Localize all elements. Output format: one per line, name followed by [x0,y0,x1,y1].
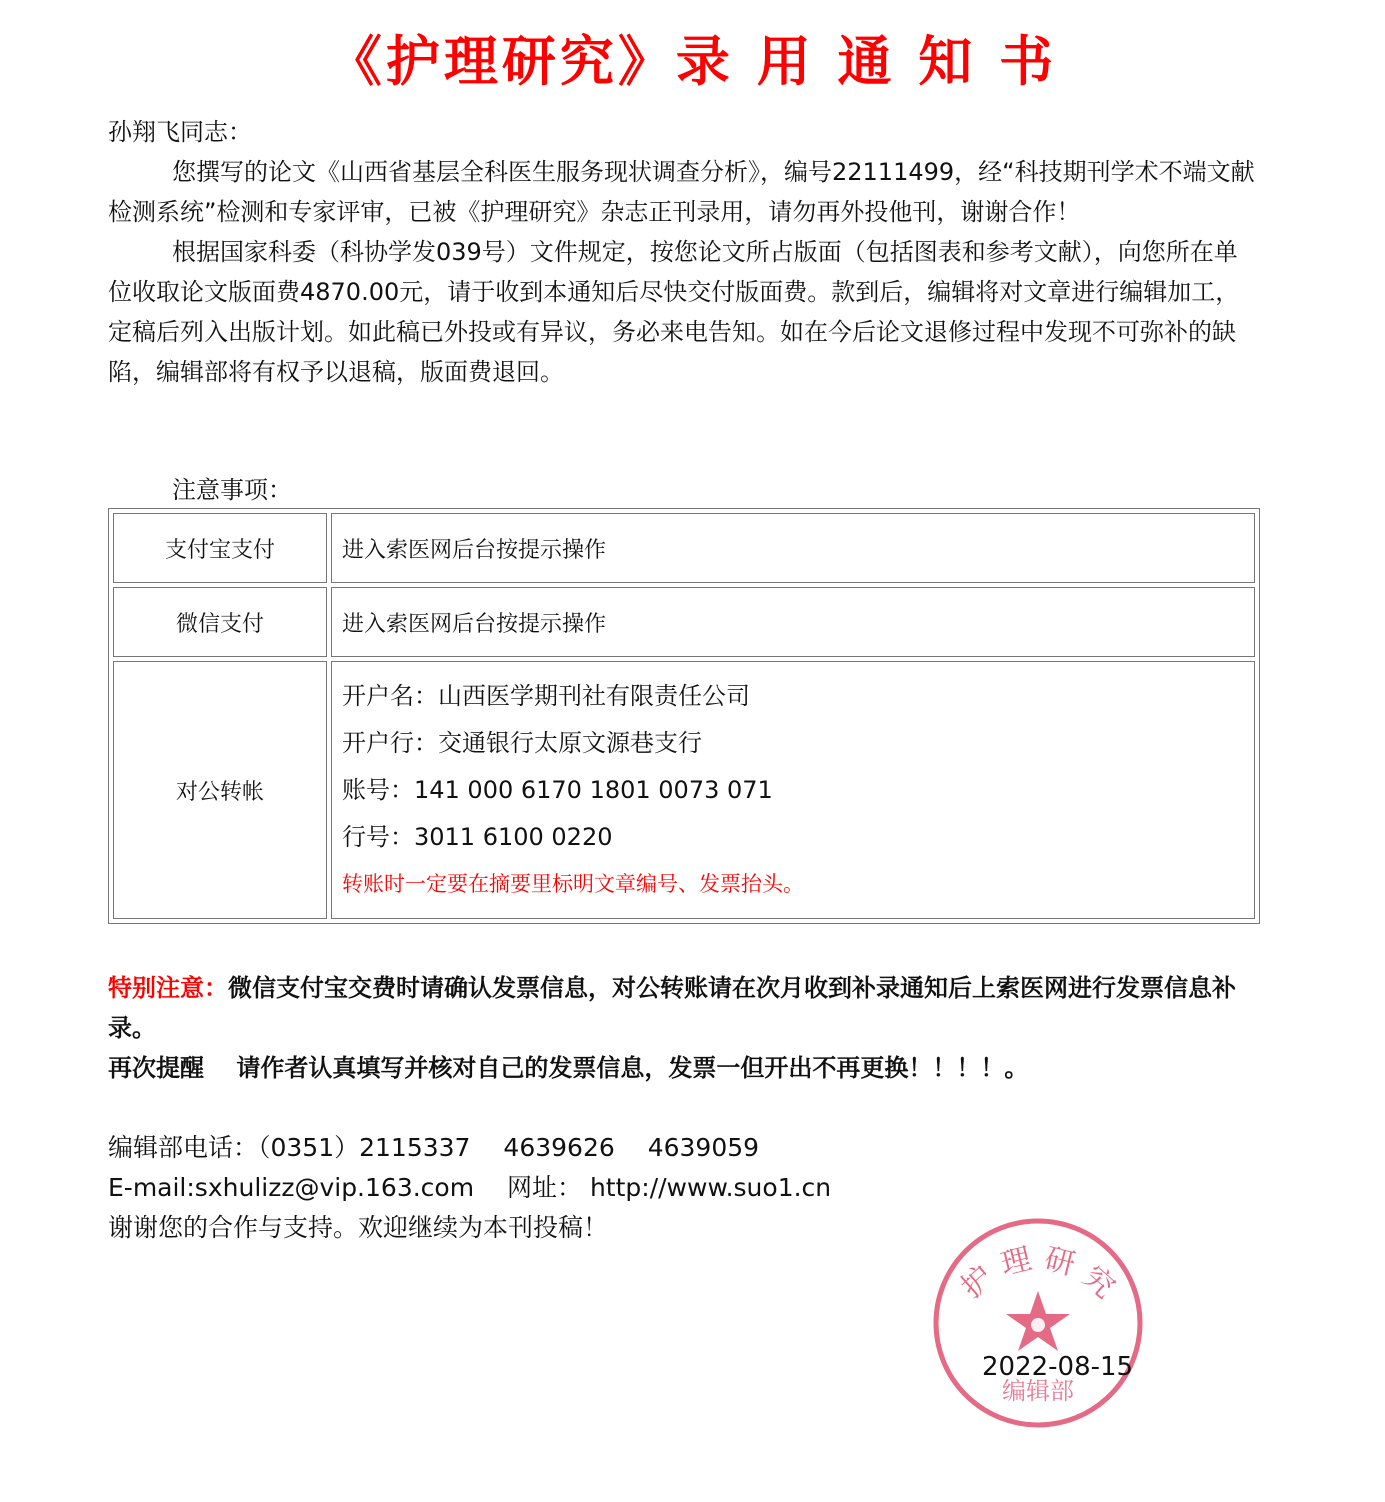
payment-table [108,508,1260,924]
table-row [113,587,1255,657]
account-name: 开户名：山西医学期刊社有限责任公司 [342,681,750,710]
payment-detail-wechat: 进入索医网后台按提示操作 [331,587,1255,657]
paragraph-acceptance: 您撰写的论文《山西省基层全科医生服务现状调查分析》，编号22111499，经“科技期刊学术不端文献检测系统”检测和专家评审，已被《护理研究》杂志正刊录用，请勿再外投他刊，谢谢合作！ [108,158,1255,226]
table-row [113,661,1255,919]
transfer-note: 转账时一定要在摘要里标明文章编号、发票抬头。 [342,871,804,896]
notice-title: 《护理研究》录 用 通 知 书 [327,30,1058,93]
special-notice-text: 微信支付宝交费时请确认发票信息，对公转账请在次月收到补录通知后上索医网进行发票信息补录。 [108,974,1236,1042]
account-number: 账号：141 000 6170 1801 0073 071 [342,775,773,804]
signature-date: 2022-08-15 [982,1352,1134,1382]
contact-info [108,1128,1008,1248]
salutation: 孙翔飞同志： [108,118,252,146]
paragraph-fee: 根据国家科委（科协学发039号）文件规定，按您论文所占版面（包括图表和参考文献），向您所在单位收取论文版面费4870.00元，请于收到本通知后尽快交付版面费。款到后，编辑将对文章进行编辑加工，定稿后列入出版计划。如此稿已外投或有异议，务必来电告知。如在今后论文退修过程中发现不可弥补的缺陷，编辑部将有权予以退稿，版面费退回。 [108,238,1240,386]
notice-label: 注意事项： [172,476,292,504]
bank-code: 行号：3011 6100 0220 [342,822,613,851]
table-row [113,513,1255,583]
editorial-phone: 编辑部电话：（0351）2115337 4639626 4639059 [108,1133,760,1162]
payment-method-alipay: 支付宝支付 [113,513,327,583]
email-website: E-mail:sxhulizz@vip.163.com 网址： http://www.suo1.cn [108,1173,832,1202]
thanks-text: 谢谢您的合作与支持。欢迎继续为本刊投稿！ [108,1213,609,1242]
special-notice [108,968,1258,1088]
payment-method-wechat: 微信支付 [113,587,327,657]
special-notice-line [108,968,1258,1048]
stamp-text-top: 护 理 研 究 [954,1241,1122,1306]
payment-detail-alipay: 进入索医网后台按提示操作 [331,513,1255,583]
stamp-text-bottom: 编辑部 [1002,1377,1074,1405]
special-notice-label: 特别注意： [108,974,228,1002]
bank-name: 开户行：交通银行太原文源巷支行 [342,728,702,757]
official-stamp [928,1213,1148,1433]
reminder-text: 再次提醒 请作者认真填写并核对自己的发票信息，发票一但开出不再更换！！！！。 [108,1054,1029,1082]
payment-detail-transfer [331,661,1255,919]
payment-method-transfer: 对公转帐 [113,661,327,919]
letter-body [108,112,1258,392]
